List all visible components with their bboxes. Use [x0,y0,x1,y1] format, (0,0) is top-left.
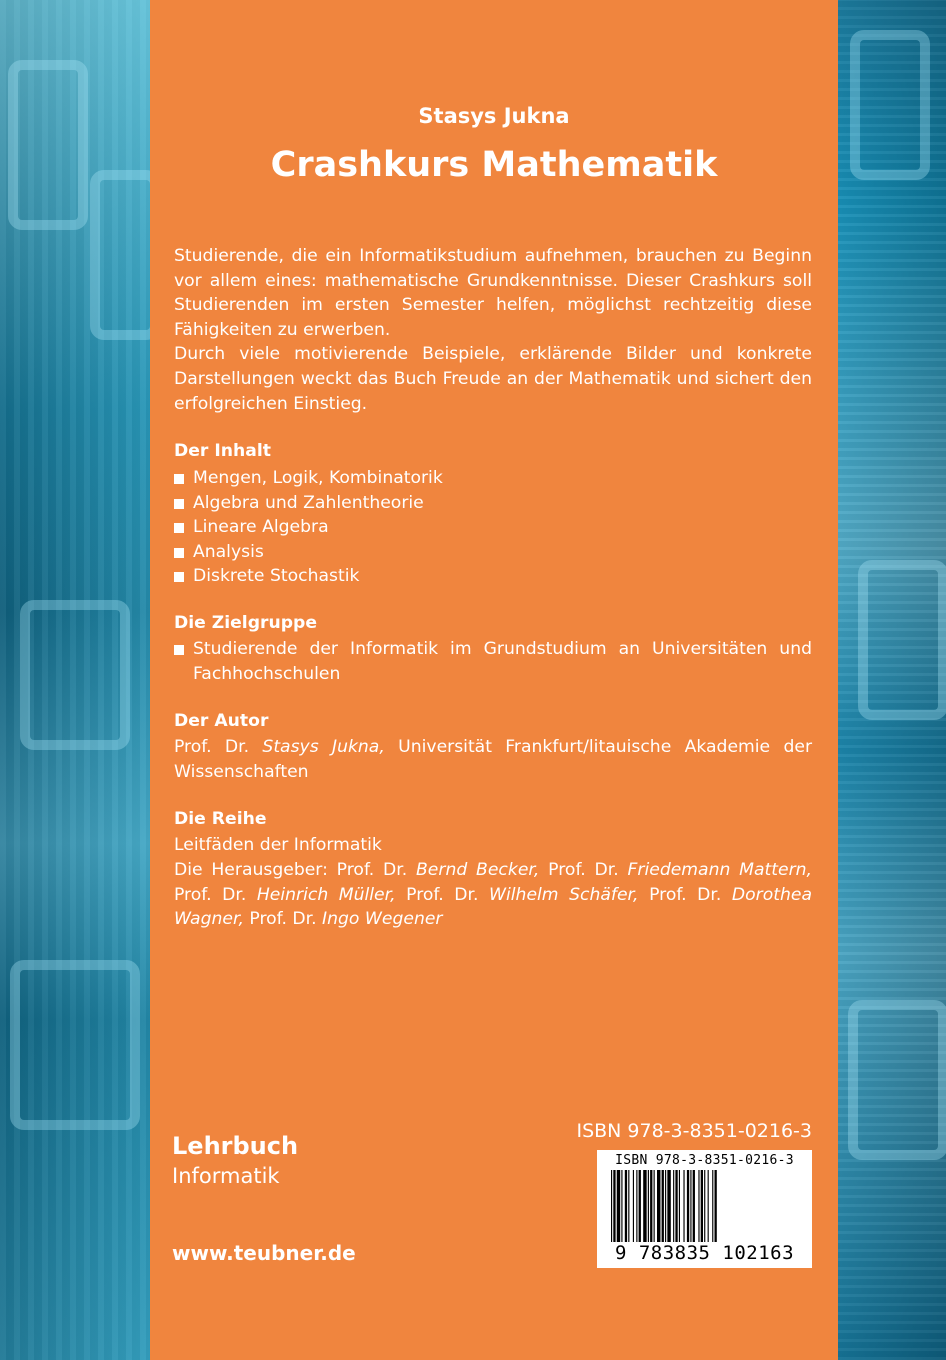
series-editors: Die Herausgeber: Prof. Dr. Bernd Becker, Prof. Dr. Friedemann Mattern, Prof. Dr. Heinrich Müller, Prof. Dr. Wilhelm Schäfer, Prof. Dr. Dorothea Wagner, Prof. Dr. Ingo Wegener [174,860,813,930]
background-right-texture [838,0,946,1360]
list-item: Algebra und Zahlentheorie [174,491,814,516]
section-heading-inhalt: Der Inhalt [174,441,271,461]
square-bullet-icon [174,499,184,509]
blurb-paragraph: Durch viele motivierende Beispiele, erklärende Bilder und konkrete Darstellungen weckt das Buch Freude an der Mathematik und sichert den erfolgreichen Einstieg. [174,344,812,414]
barcode-bar [715,1170,717,1242]
barcode-isbn-line: ISBN 978-3-8351-0216-3 [615,1153,794,1168]
square-bullet-icon [174,474,184,484]
category-label: Informatik [172,1164,280,1188]
square-bullet-icon [174,572,184,582]
blurb-text [174,244,812,416]
section-heading-zielgruppe: Die Zielgruppe [174,613,317,633]
list-item: Mengen, Logik, Kombinatorik [174,466,814,491]
barcode-bar [613,1170,615,1242]
background-digit-shape [850,30,930,180]
square-bullet-icon [174,523,184,533]
barcode-bar [690,1170,691,1242]
list-item: Analysis [174,540,814,565]
barcode-bar [704,1170,705,1242]
barcode-bar [667,1170,670,1242]
barcode-bar [628,1170,629,1242]
section-heading-reihe: Die Reihe [174,809,267,829]
square-bullet-icon [174,645,184,655]
barcode-bar [648,1170,649,1242]
barcode-bar [675,1170,677,1242]
barcode-bar [693,1170,695,1242]
barcode-bar [621,1170,622,1242]
background-left-texture [0,0,150,1360]
barcode [597,1150,812,1268]
barcode-bar [639,1170,641,1242]
barcode-bar [712,1170,713,1242]
list-item: Studierende der Informatik im Grundstudium an Universitäten und Fachhochschulen [174,637,812,686]
barcode-bar [654,1170,655,1242]
barcode-bar [701,1170,703,1242]
content-list [174,466,814,589]
barcode-bar [657,1170,660,1242]
publisher-url[interactable]: www.teubner.de [172,1241,356,1265]
author-description: Prof. Dr. Stasys Jukna, Universität Frankfurt/litauische Akademie der Wissenschaften [174,737,813,782]
barcode-bar [683,1170,684,1242]
barcode-bar [665,1170,666,1242]
target-group-list [174,637,812,686]
book-author: Stasys Jukna [418,104,570,128]
barcode-bar [662,1170,664,1242]
background-digit-shape [858,560,946,720]
barcode-bar [673,1170,674,1242]
barcode-bar [625,1170,627,1242]
background-digit-shape [10,960,140,1130]
list-item: Lineare Algebra [174,515,814,540]
background-digit-shape [848,1000,946,1160]
barcode-bar [643,1170,646,1242]
barcode-bar [633,1170,634,1242]
barcode-bar [708,1170,709,1242]
barcode-bar [650,1170,652,1242]
series-name: Leitfäden der Informatik [174,835,382,855]
barcode-bar [636,1170,637,1242]
barcode-bar [687,1170,689,1242]
book-title: Crashkurs Mathematik [270,145,718,185]
square-bullet-icon [174,548,184,558]
section-heading-autor: Der Autor [174,711,269,731]
blurb-paragraph: Studierende, die ein Informatikstudium aufnehmen, brauchen zu Beginn vor allem eines: mathematische Grundkenntnisse. Dieser Crashkurs soll Studierenden im ersten Semester helfen, möglichst rechtzeitig diese Fähigkeiten zu erwerben. [174,246,812,340]
lehrbuch-label: Lehrbuch [172,1132,299,1160]
background-digit-shape [20,600,130,750]
background-digit-shape [8,60,88,230]
list-item: Diskrete Stochastik [174,564,814,589]
barcode-bar [679,1170,680,1242]
barcode-bar [617,1170,620,1242]
barcode-bar [611,1170,612,1242]
barcode-digits: 9 783835 102163 [614,1242,795,1264]
isbn-text: ISBN 978-3-8351-0216-3 [576,1120,812,1142]
barcode-bars [611,1170,799,1248]
barcode-bar [698,1170,699,1242]
